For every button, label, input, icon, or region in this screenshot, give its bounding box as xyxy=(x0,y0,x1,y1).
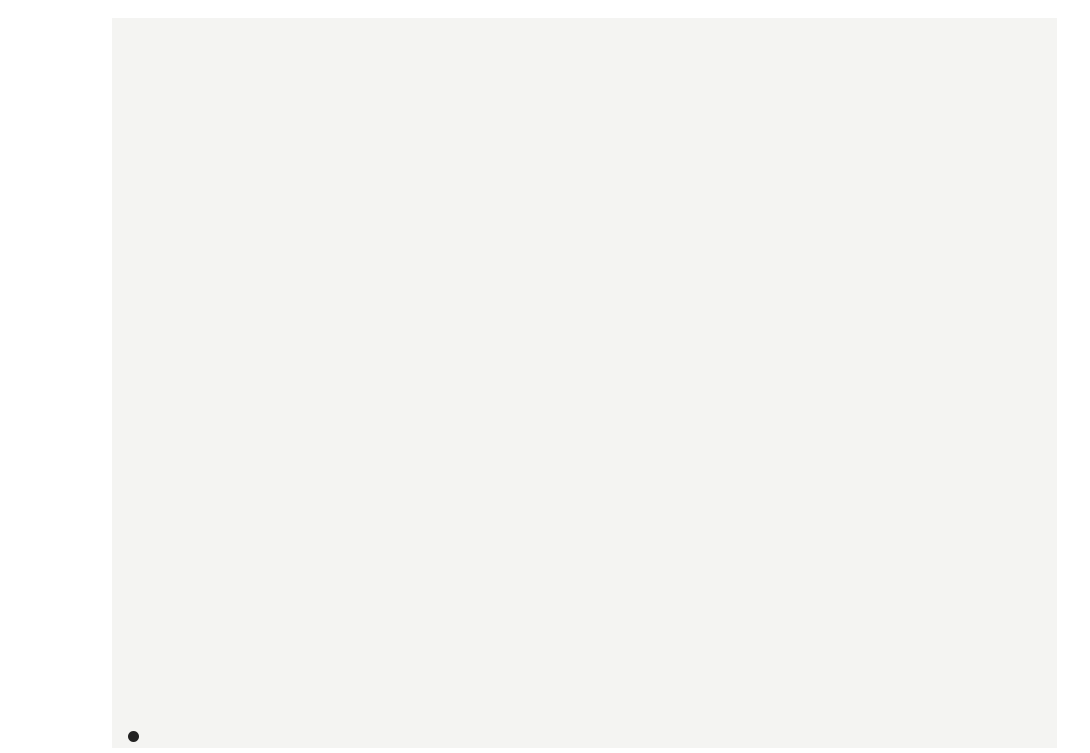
publisher-logo-icon xyxy=(128,731,139,742)
form-code xyxy=(128,731,139,742)
